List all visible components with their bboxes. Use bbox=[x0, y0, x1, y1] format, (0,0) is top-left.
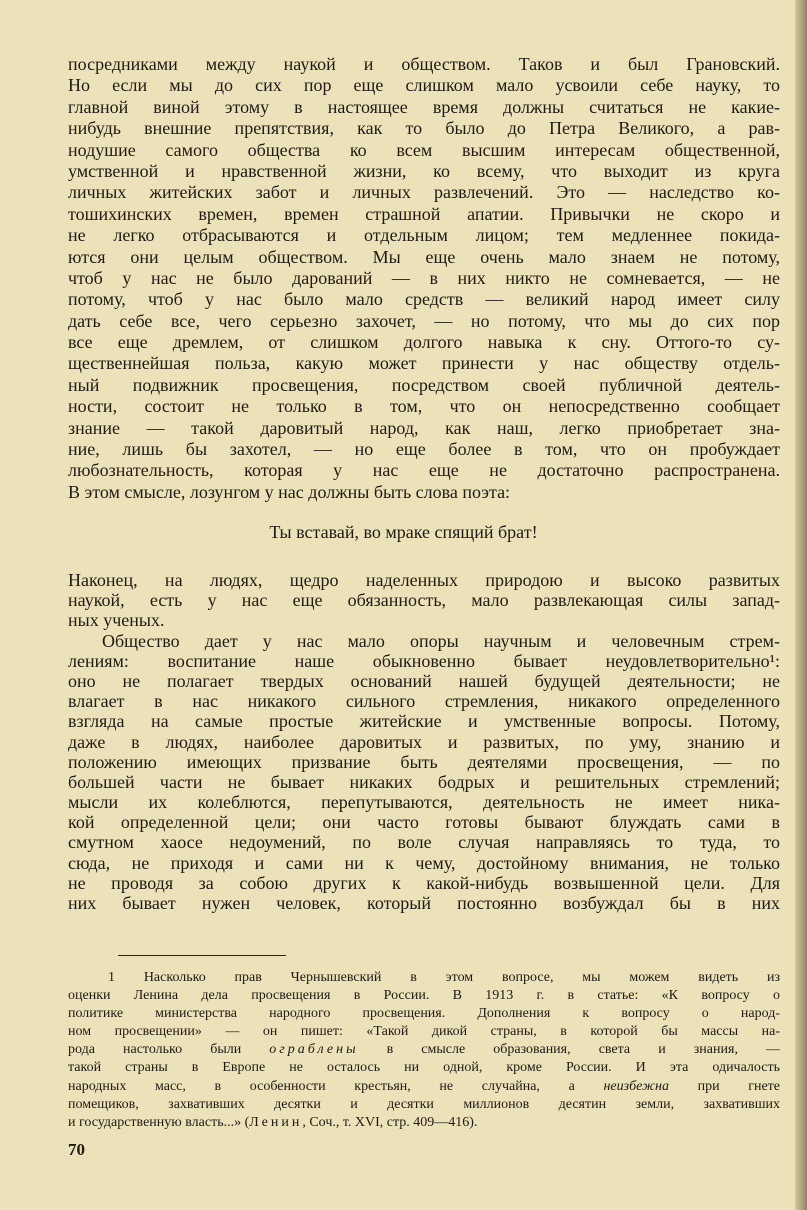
text-line: не легко отбрасываются и отдельным лицом; тем медленнее покида- bbox=[68, 225, 780, 246]
poem-quote: Ты вставай, во мраке спящий брат! bbox=[269, 522, 538, 542]
line-text: лениям: воспитание наше обыкновенно бывает неудовлетворительно bbox=[68, 650, 770, 671]
text-line: них бывает нужен человек, который постоянно возбуждал бы в них bbox=[68, 893, 780, 913]
text-line: щественнейшая польза, какую может принести у нас обществу отдель- bbox=[68, 353, 780, 374]
footnote bbox=[68, 969, 780, 1132]
text-line: нодушие самого общества ко всем высшим интересам общественной, bbox=[68, 139, 780, 160]
text-line: ный подвижник просвещения, посредством своей публичной деятель- bbox=[68, 374, 780, 395]
main-text-part-2 bbox=[68, 570, 780, 913]
text-line: ние, лишь бы захотел, — но еще более в том, что он пробуждает bbox=[68, 439, 780, 460]
line-text: и государственную власть...» ( bbox=[68, 1114, 250, 1130]
text-line: ности, состоит не только в том, что он непосредственно сообщает bbox=[68, 396, 780, 417]
line-text: , Соч., т. XVI, стр. 409—416). bbox=[302, 1114, 478, 1130]
text-line: влагает в нас никакого сильного стремления, никакого определенного bbox=[68, 691, 780, 712]
text-line: сюда, не приходя и сами ни к чему, достойному внимания, не только bbox=[68, 852, 780, 873]
footnote-line bbox=[68, 1041, 780, 1059]
emphasized-word: неизбежна bbox=[603, 1078, 669, 1094]
text-line: любознательность, которая у нас еще не достаточно распространена. bbox=[68, 460, 780, 481]
text-line: знание — такой даровитый народ, как наш, легко приобретает зна- bbox=[68, 417, 780, 438]
footnote-line: 1 Насколько прав Чернышевский в этом вопросе, мы можем видеть из bbox=[108, 970, 780, 985]
text-line: положению имеющих призвание быть деятелями просвещения, — по bbox=[68, 751, 780, 772]
text-line: Общество дает у нас мало опоры научным и человечным стрем- bbox=[102, 630, 780, 651]
text-line: даже в людях, наиболее даровитых и развитых, по уму, знанию и bbox=[68, 731, 780, 752]
footnote-line: политике министерства народного просвещения. Дополнения к вопросу о народ- bbox=[68, 1006, 780, 1022]
text-line: Наконец, на людях, щедро наделенных природою и высоко развитых bbox=[68, 570, 780, 590]
text-line: не проводя за собою других к какой-нибудь возвышенной цели. Для bbox=[68, 872, 780, 893]
text-line: ются они целым обществом. Мы еще очень мало знаем не потому, bbox=[68, 246, 780, 267]
footnote-separator bbox=[118, 955, 286, 956]
emphasized-word: ограблены bbox=[269, 1042, 359, 1058]
footnote-line: такой страны в Европе не осталось ни одной, кроме России. И эта одичалость bbox=[68, 1060, 780, 1076]
text-line: Но если мы до сих пор еще слишком мало усвоили себе науку, то bbox=[68, 75, 780, 96]
line-text: при гнете bbox=[697, 1078, 780, 1094]
text-line: кой определенной цели; они часто готовы бывают блуждать сами в bbox=[68, 812, 780, 833]
text-line bbox=[68, 651, 780, 671]
text-line: потому, чтоб у нас было мало средств — великий народ имеет силу bbox=[68, 289, 780, 310]
footnote-line: помещиков, захвативших десятки и десятки миллионов десятин земли, захвативших bbox=[68, 1096, 780, 1112]
text-line: чтоб у нас не было дарований — в них никто не сомневается, — не bbox=[68, 267, 780, 288]
footnote-line: ном просвещении» — он пишет: «Такой дикой страны, в которой бы массы на- bbox=[68, 1024, 780, 1040]
text-line: оно не полагает твердых оснований нашей будущей деятельности; не bbox=[68, 670, 780, 691]
text-line: все еще дремлем, от слишком долгого навыка к сну. Оттого-то су- bbox=[68, 332, 780, 353]
text-line: В этом смысле, лозунгом у нас должны быть слова поэта: bbox=[68, 481, 511, 502]
page-number: 70 bbox=[68, 1140, 85, 1159]
text-line: ных ученых. bbox=[68, 610, 165, 631]
text-line: взгляда на самые простые житейские и умственные вопросы. Потому, bbox=[68, 711, 780, 732]
line-text: в смысле образования, света и знания, — bbox=[386, 1042, 780, 1058]
text-line: смутном хаосе недоумений, по воле случая направляясь то туда, то bbox=[68, 832, 780, 853]
text-line: мысли их колеблются, перепутываются, деятельность не имеет ника- bbox=[68, 792, 780, 813]
footnote-line: оценки Ленина дела просвещения в России. В 1913 г. в статье: «К вопросу о bbox=[68, 988, 780, 1004]
text-line: личных житейских забот и личных развлечений. Это — наследство ко- bbox=[68, 182, 780, 203]
footnote-line bbox=[68, 1114, 780, 1132]
text-line: дать себе все, чего серьезно захочет, — но потому, что мы до сих пор bbox=[68, 310, 780, 331]
footnote-ref[interactable]: ¹: bbox=[769, 650, 780, 671]
text-line: посредниками между наукой и обществом. Таков и был Грановский. bbox=[68, 54, 780, 74]
text-line: наукой, есть у нас еще обязанность, мало развлекающая силы запад- bbox=[68, 590, 780, 611]
book-spine-edge bbox=[795, 0, 807, 1210]
footnote-line bbox=[68, 1078, 780, 1096]
line-text: рода настолько были bbox=[68, 1042, 242, 1058]
line-text: народных масс, в особенности крестьян, не случайна, а bbox=[68, 1078, 575, 1094]
main-text-part-1 bbox=[68, 54, 780, 503]
author-name: Ленин bbox=[249, 1114, 303, 1130]
text-line: умственной и нравственной жизни, ко всему, что выходит из круга bbox=[68, 160, 780, 181]
text-line: нибудь внешние препятствия, как то было до Петра Великого, а рав- bbox=[68, 118, 780, 139]
text-line: тошихинских времен, времен страшной апатии. Привычки не скоро и bbox=[68, 203, 780, 224]
text-line: большей части не бывает никаких бодрых и решительных стремлений; bbox=[68, 771, 780, 792]
text-line: главной виной этому в настоящее время должны считаться не какие- bbox=[68, 96, 780, 117]
